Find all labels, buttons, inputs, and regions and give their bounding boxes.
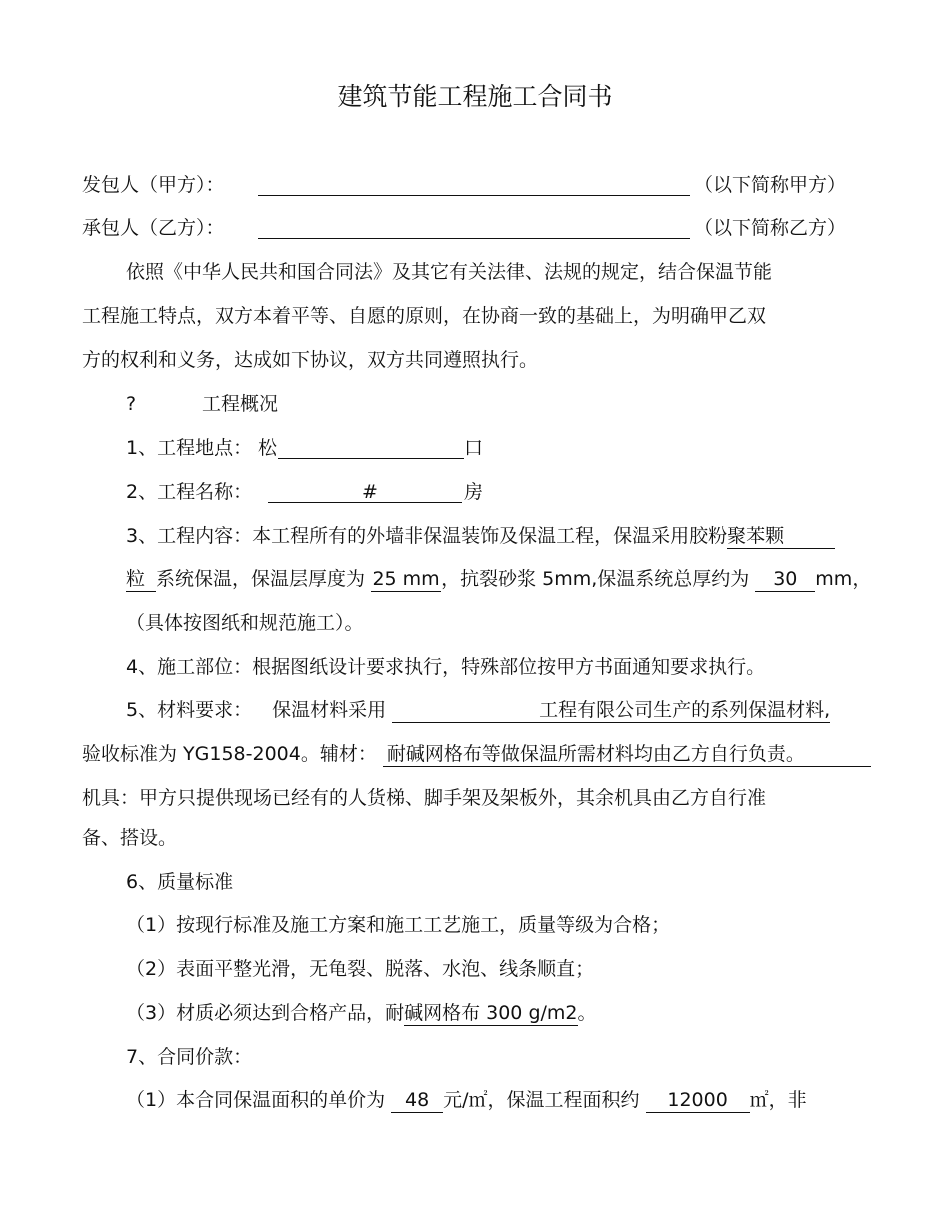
item3-total-thickness: 30 — [755, 567, 815, 592]
item5-label: 5、材料要求： — [126, 699, 253, 721]
item1-blank[interactable] — [278, 436, 464, 459]
party-a-suffix: （以下简称甲方） — [694, 174, 847, 196]
item3-insulation-material-cont: 粒 — [126, 567, 156, 592]
item3-line-1 — [126, 524, 835, 549]
item6-point-1: （1）按现行标准及施工方案和施工工艺施工，质量等级为合格； — [126, 914, 671, 936]
item2-value-end: 房 — [464, 481, 484, 503]
item3-line-3: （具体按图纸和规范施工）。 — [126, 612, 364, 634]
item5-line-4: 备、搭设。 — [82, 827, 178, 849]
item3-text: 3、工程内容：本工程所有的外墙非保温装饰及保温工程，保温采用胶粉 — [126, 525, 728, 547]
item3-text-a: 系统保温，保温层厚度为 — [156, 568, 366, 590]
preamble-line-3: 方的权利和义务，达成如下协议，双方共同遵照执行。 — [82, 349, 539, 371]
item7-text-b: 元/㎡，保温工程面积约 — [443, 1089, 640, 1111]
page-title: 建筑节能工程施工合同书 — [337, 82, 613, 111]
preamble-line-1: 依照《中华人民共和国合同法》及其它有关法律、法规的规定，结合保温节能 — [126, 261, 773, 283]
party-b-suffix: （以下简称乙方） — [694, 217, 847, 239]
item6-heading: 6、质量标准 — [126, 871, 234, 893]
party-b-label: 承包人（乙方）： — [82, 217, 225, 239]
item3-total-unit: mm， — [815, 568, 872, 590]
item5-standard: 验收标准为 YG158-2004。辅材： — [82, 743, 377, 765]
item6-point-3 — [126, 1001, 597, 1026]
item3-insulation-material: 聚苯颗 — [727, 524, 835, 549]
item6-point-3-text: （3）材质必须达到合格产品，耐 — [126, 1002, 405, 1024]
section-marker: ? — [126, 393, 137, 415]
item7-text-a: （1）本合同保温面积的单价为 — [126, 1089, 386, 1111]
item6-point-3-end: 。 — [577, 1002, 597, 1024]
item3-thickness: 25 mm — [372, 568, 440, 590]
item4: 4、施工部位：根据图纸设计要求执行，特殊部位按甲方书面通知要求执行。 — [126, 656, 766, 678]
preamble-line-2: 工程施工特点，双方本着平等、自愿的原则，在协商一致的基础上，为明确甲乙双 — [82, 305, 767, 327]
party-a-blank[interactable] — [258, 173, 690, 196]
item6-mesh-spec: 碱网格布 300 g/m2 — [404, 1002, 578, 1024]
item3-text-b: ，抗裂砂浆 5mm,保温系统总厚约为 — [441, 568, 750, 590]
party-b-blank[interactable] — [258, 216, 690, 239]
item3-line-2 — [126, 567, 871, 592]
item1-label: 1、工程地点： — [126, 437, 253, 459]
item2-value-mid: # — [362, 481, 378, 503]
party-a-label: 发包人（甲方）： — [82, 174, 225, 196]
item2-label: 2、工程名称： — [126, 481, 253, 503]
item5-text-a: 保温材料采用 — [272, 699, 387, 721]
item7-area: 12000 — [646, 1088, 750, 1113]
item5-line-2 — [82, 742, 871, 767]
item5-supplier: 工程有限公司生产的系列保温材料, — [392, 698, 830, 723]
item7-text-c: ㎡，非 — [749, 1089, 807, 1111]
item7-unit-price: 48 — [391, 1088, 443, 1113]
item7-point-1 — [126, 1088, 807, 1113]
item7-heading: 7、合同价款： — [126, 1046, 253, 1068]
item5-line-1 — [126, 698, 830, 723]
item5-line-3: 机具：甲方只提供现场已经有的人货梯、脚手架及架板外，其余机具由乙方自行准 — [82, 787, 767, 809]
section-heading: 工程概况 — [202, 393, 279, 415]
item6-point-2: （2）表面平整光滑，无龟裂、脱落、水泡、线条顺直； — [126, 958, 595, 980]
item1-value-start: 松 — [258, 437, 278, 459]
item5-auxiliary: 耐碱网格布等做保温所需材料均由乙方自行负责。 — [383, 742, 871, 767]
item1-value-end: 口 — [464, 437, 484, 459]
